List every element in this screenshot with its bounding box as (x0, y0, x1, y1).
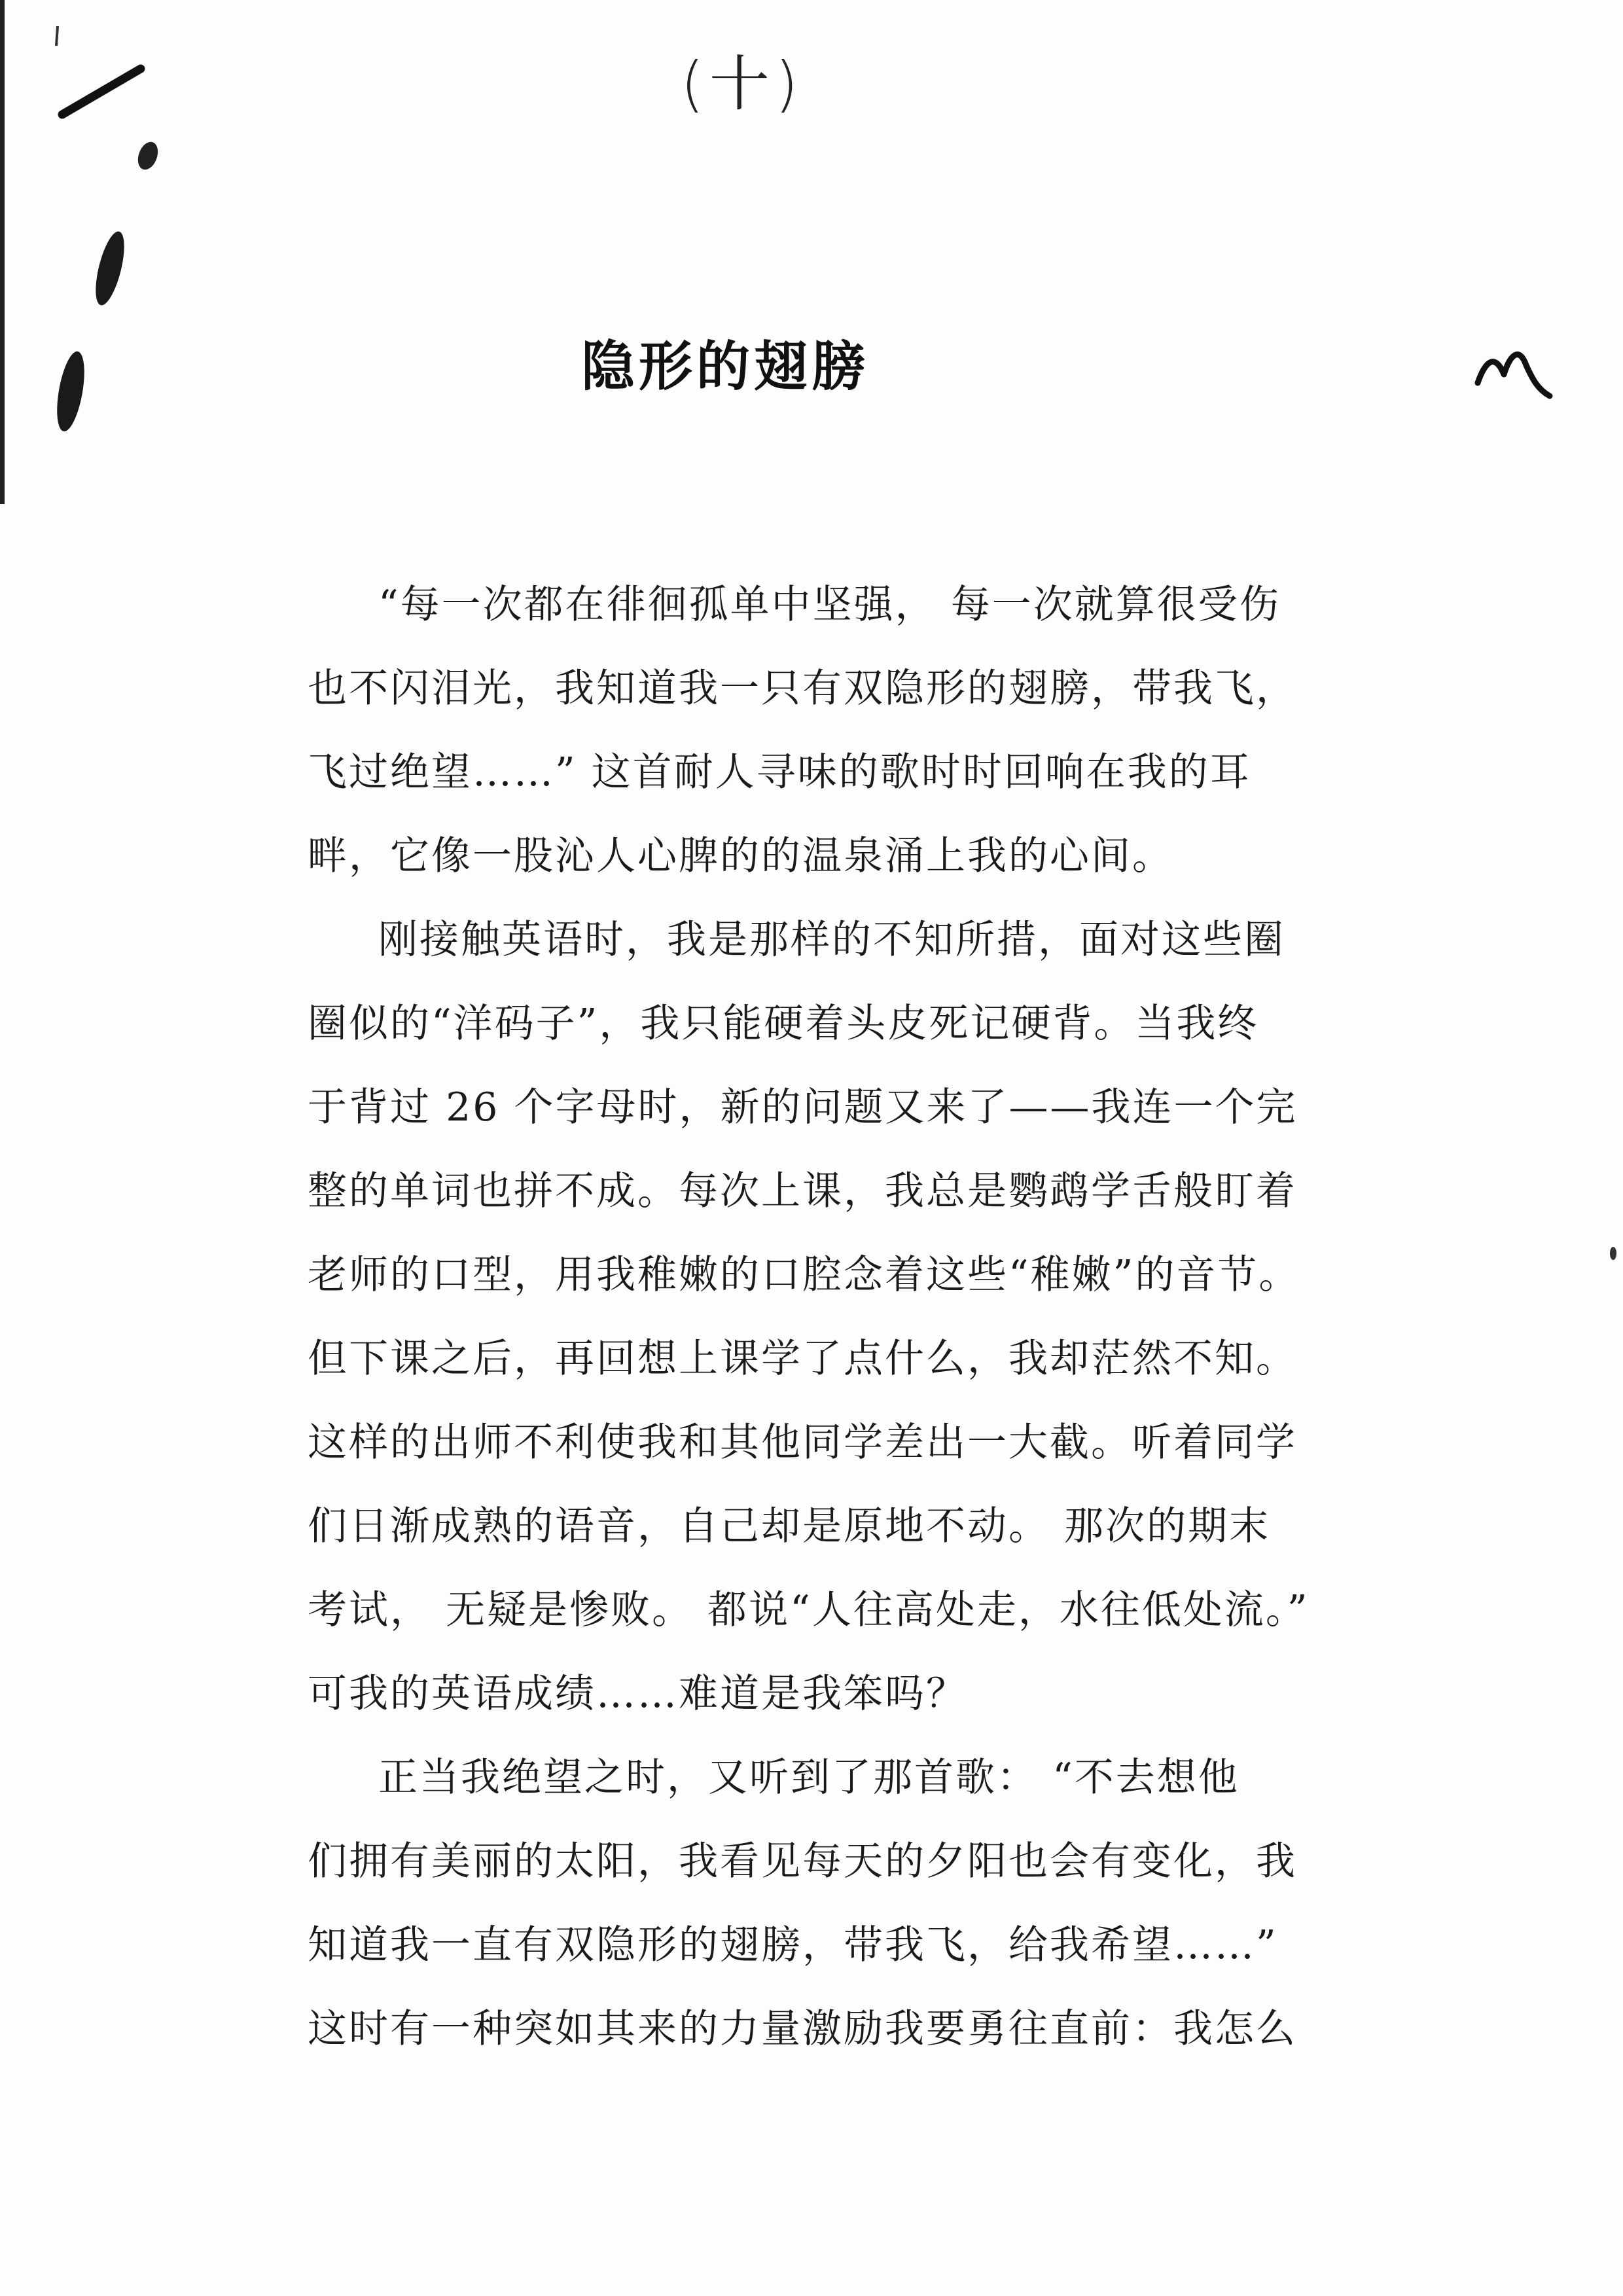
scan-mark-dot (134, 139, 161, 173)
page-title: 隐形的翅膀 (581, 335, 870, 398)
text-line: 们日渐成熟的语音，自己却是原地不动。 那次的期末 (308, 1503, 1271, 1549)
text-line: 但下课之后，再回想上课学了点什么，我却茫然不知。 (308, 1336, 1297, 1382)
text-line: “每一次都在徘徊孤单中坚强， 每一次就算很受伤 (378, 582, 1281, 628)
text-line: 们拥有美丽的太阳，我看见每天的夕阳也会有变化，我 (308, 1839, 1297, 1884)
scan-mark-blob (52, 350, 90, 433)
essay-body (308, 563, 1310, 2071)
text-line: 这样的出师不利使我和其他同学差出一大截。听着同学 (308, 1420, 1297, 1465)
scan-mark-tick (56, 26, 58, 46)
text-line: 老师的口型，用我稚嫩的口腔念着这些“稚嫩”的音节。 (308, 1252, 1300, 1298)
text-line: 这时有一种突如其来的力量激励我要勇往直前：我怎么 (308, 2006, 1297, 2052)
text-line: 正当我绝望之时，又听到了那首歌： “不去想他 (378, 1755, 1240, 1801)
text-line: 飞过绝望……” 这首耐人寻味的歌时时回响在我的耳 (308, 749, 1251, 795)
handwritten-grade-mark (1472, 334, 1571, 408)
scan-mark-blob (90, 229, 130, 308)
scan-mark-stroke (62, 69, 141, 115)
text-line: 考试， 无疑是惨败。 都说“人往高处走，水往低处流。” (308, 1587, 1310, 1633)
text-line: 畔，它像一股沁人心脾的的温泉涌上我的心间。 (308, 833, 1173, 879)
scan-speck (1607, 1244, 1620, 1263)
text-line: 于背过 26 个字母时，新的问题又来了——我连一个完 (308, 1085, 1298, 1130)
scan-marks (0, 0, 209, 471)
text-line: 知道我一直有双隐形的翅膀，带我飞，给我希望……” (308, 1922, 1278, 1968)
page-number: (十) (681, 49, 804, 119)
text-line: 刚接触英语时，我是那样的不知所措，面对这些圈 (378, 917, 1285, 963)
text-line: 圈似的“洋码子”，我只能硬着头皮死记硬背。当我终 (308, 1001, 1259, 1047)
text-line: 可我的英语成绩……难道是我笨吗？ (308, 1671, 967, 1717)
text-line: 也不闪泪光，我知道我一只有双隐形的翅膀，带我飞， (308, 666, 1297, 711)
text-line: 整的单词也拼不成。每次上课，我总是鹦鹉学舌般盯着 (308, 1168, 1297, 1214)
grade-mark-drawing (1472, 334, 1571, 406)
